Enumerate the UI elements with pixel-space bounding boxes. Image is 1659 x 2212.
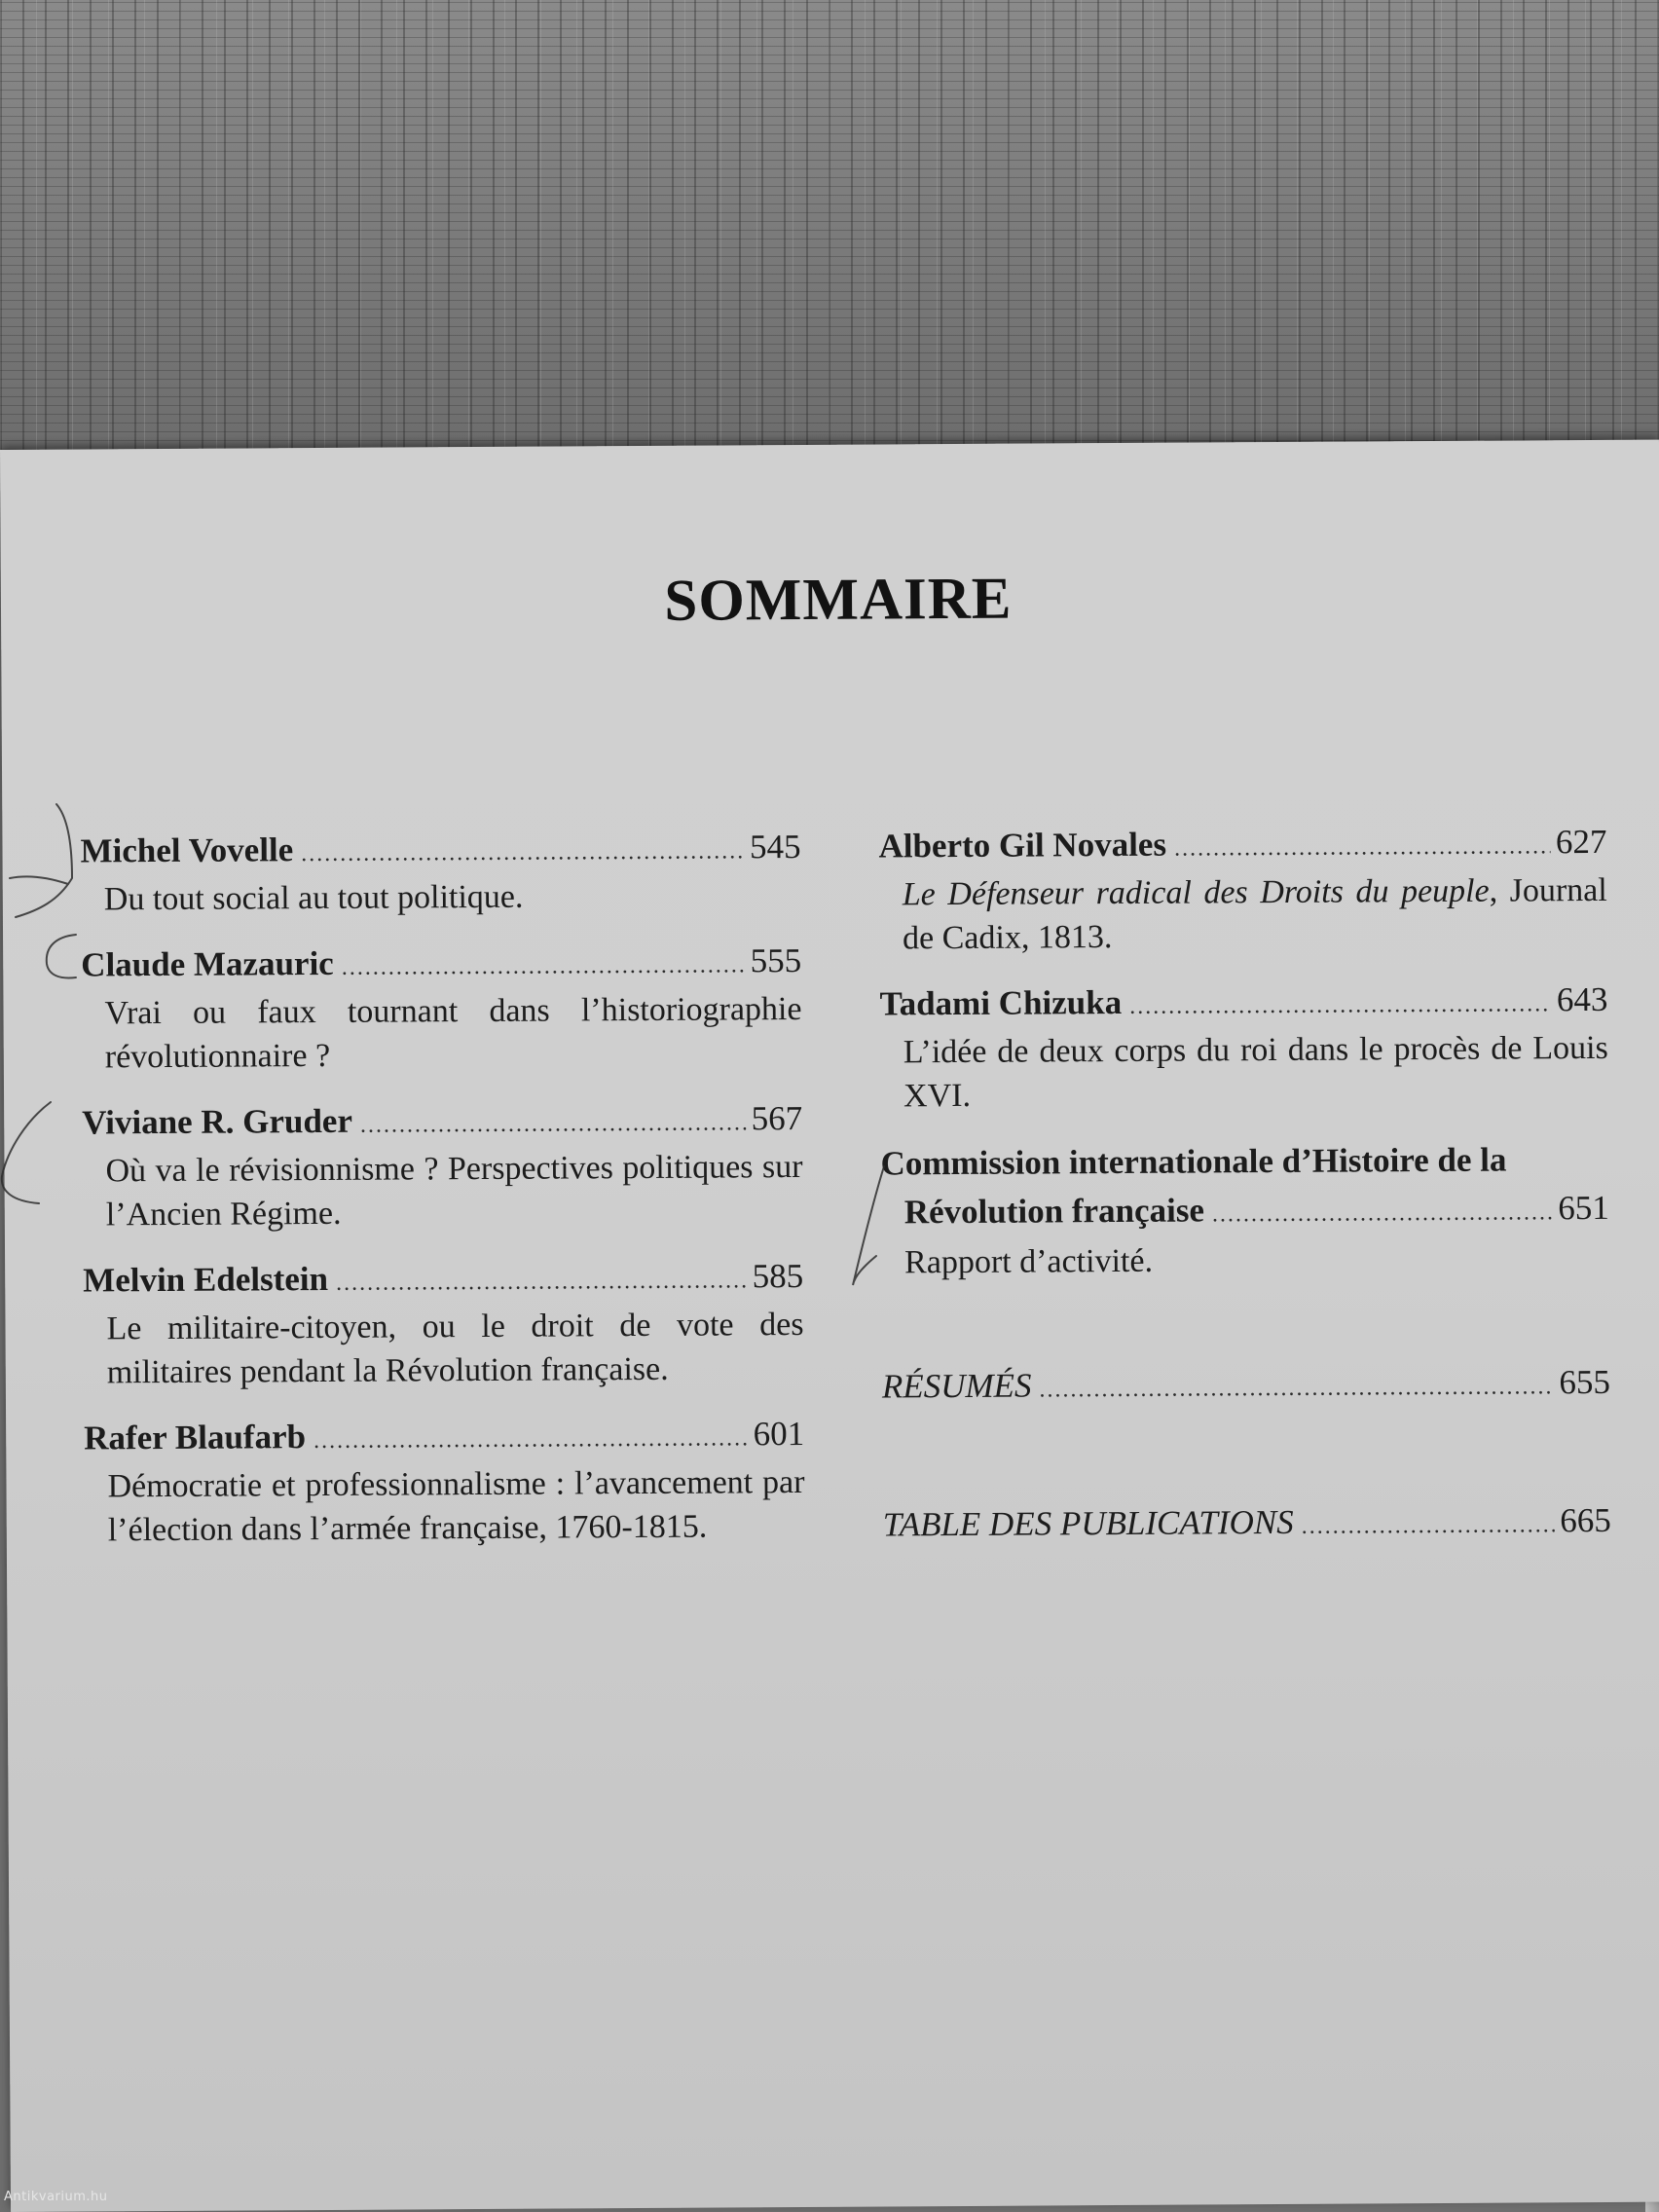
toc-article-title: Le militaire-citoyen, ou le droit de vote des militaires pendant la Révolution française. bbox=[106, 1306, 804, 1391]
toc-entry bbox=[878, 820, 1607, 961]
toc-author: Rafer Blaufarb bbox=[84, 1418, 307, 1457]
toc-entry bbox=[82, 1096, 803, 1237]
toc-entry-heading bbox=[80, 825, 800, 878]
dot-leader bbox=[1039, 1364, 1553, 1412]
dot-leader bbox=[1302, 1502, 1555, 1549]
toc-section-resumes bbox=[882, 1360, 1610, 1414]
page-title: SOMMAIRE bbox=[664, 566, 1013, 634]
toc-entry-commission bbox=[880, 1135, 1609, 1285]
toc-entry-heading bbox=[878, 820, 1606, 873]
toc-page-number: 545 bbox=[749, 827, 801, 866]
toc-section-publications bbox=[883, 1498, 1611, 1552]
watermark: Antikvarium.hu bbox=[4, 2190, 108, 2204]
toc-author: Alberto Gil Novales bbox=[878, 825, 1167, 866]
toc-right-column bbox=[878, 820, 1611, 1552]
toc-author: Viviane R. Gruder bbox=[82, 1101, 353, 1142]
toc-page-number: 627 bbox=[1555, 822, 1607, 862]
book-page bbox=[0, 440, 1659, 2212]
toc-page-number: 665 bbox=[1560, 1500, 1611, 1540]
dot-leader bbox=[1174, 824, 1550, 870]
toc-entry bbox=[83, 1254, 804, 1395]
toc-article-title bbox=[879, 868, 1608, 961]
section-label: TABLE DES PUBLICATIONS bbox=[882, 1502, 1294, 1544]
toc-article-title: Vrai ou faux tournant dans l’historiographie révolutionnaire ? bbox=[104, 990, 802, 1076]
toc-author: Melvin Edelstein bbox=[83, 1259, 329, 1300]
toc-author: Michel Vovelle bbox=[80, 830, 294, 870]
toc-article-title: L’idée de deux corps du roi dans le procès de Louis XVI. bbox=[903, 1029, 1608, 1115]
dot-leader bbox=[301, 829, 744, 876]
toc-article-title-italic: Le Défenseur radical des Droits du peuple bbox=[902, 872, 1490, 913]
toc-page-number: 655 bbox=[1559, 1362, 1610, 1402]
toc-entry bbox=[84, 1412, 805, 1553]
toc-page-number: 651 bbox=[1558, 1188, 1609, 1228]
toc-article-title-rest: , Journal de Cadix, 1813. bbox=[902, 871, 1607, 957]
toc-entry-heading bbox=[84, 1412, 804, 1465]
toc-entry bbox=[80, 825, 801, 922]
toc-article-title: Rapport d’activité. bbox=[904, 1242, 1154, 1281]
dot-leader bbox=[342, 942, 745, 990]
toc-entry bbox=[81, 939, 802, 1080]
commission-title: Commission internationale d’Histoire de la bbox=[880, 1140, 1507, 1183]
dot-leader bbox=[360, 1100, 746, 1147]
toc-page-number: 567 bbox=[751, 1098, 803, 1138]
toc-entry-heading bbox=[82, 1096, 802, 1150]
toc-author: Tadami Chizuka bbox=[879, 982, 1123, 1023]
spacer bbox=[882, 1409, 1611, 1503]
spacer bbox=[881, 1302, 1609, 1365]
toc-left-column bbox=[80, 825, 805, 1574]
toc-entry-heading bbox=[881, 1184, 1609, 1241]
dot-leader bbox=[336, 1258, 747, 1306]
toc-article-title: Du tout social au tout politique. bbox=[103, 878, 524, 918]
toc-page-number: 643 bbox=[1556, 979, 1608, 1019]
toc-entry-heading bbox=[81, 939, 801, 992]
dot-leader bbox=[1129, 981, 1551, 1029]
section-label: RÉSUMÉS bbox=[881, 1366, 1032, 1406]
toc-entry-heading bbox=[83, 1254, 803, 1308]
toc-author: Claude Mazauric bbox=[81, 943, 334, 984]
toc-page-number: 555 bbox=[750, 940, 802, 980]
toc-article-title: Où va le révisionnisme ? Perspectives politiques sur l’Ancien Régime. bbox=[105, 1148, 803, 1234]
toc-entry bbox=[879, 977, 1608, 1119]
toc-entry-heading bbox=[879, 977, 1607, 1031]
toc-page-number: 585 bbox=[752, 1256, 804, 1296]
desk-background bbox=[0, 0, 1659, 467]
toc-page-number: 601 bbox=[753, 1414, 805, 1454]
dot-leader bbox=[1212, 1188, 1553, 1238]
toc-article-title: Démocratie et professionnalisme : l’avancement par l’élection dans l’armée française, 1760-1815. bbox=[107, 1463, 805, 1549]
dot-leader bbox=[313, 1416, 748, 1463]
commission-title-continued: Révolution française bbox=[903, 1191, 1205, 1232]
